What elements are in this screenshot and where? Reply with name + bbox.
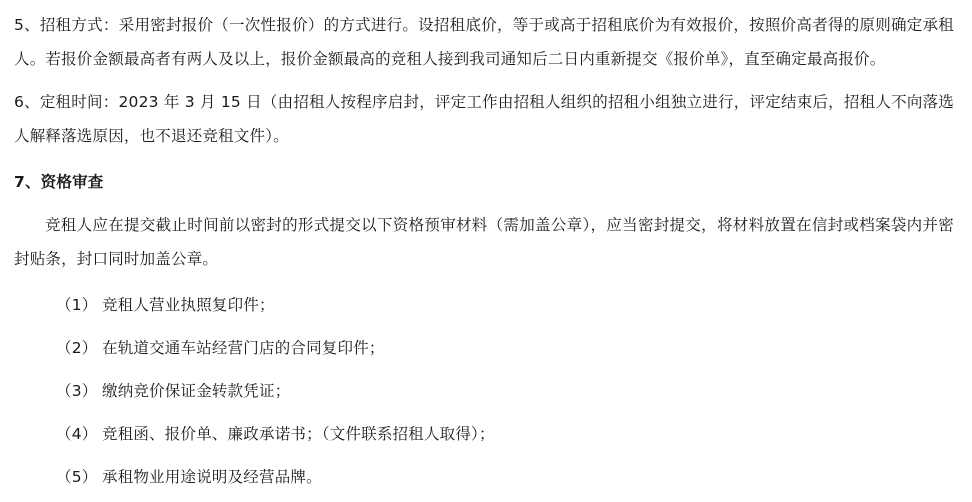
- list-item-text: 在轨道交通车站经营门店的合同复印件；: [102, 339, 385, 357]
- paragraph-spacer: [14, 276, 954, 288]
- list-item-number: （1）: [56, 296, 98, 314]
- qualification-item-2: [14, 331, 954, 365]
- qualification-item-3: [14, 374, 954, 408]
- list-item-number: （3）: [56, 382, 98, 400]
- clause-6-pricing-time: 6、定租时间：2023 年 3 月 15 日（由招租人按程序启封，评定工作由招租人组织的招租小组独立进行，评定结束后，招租人不向落选人解释落选原因，也不退还竞租文件）。: [14, 93, 954, 145]
- list-item-text: 竞租函、报价单、廉政承诺书；（文件联系招租人取得）；: [102, 425, 495, 443]
- clause-7-qualification-heading: 7、资格审查: [14, 173, 104, 191]
- list-spacer: [14, 322, 954, 331]
- qualification-item-5: [14, 460, 954, 494]
- list-item-text: 缴纳竞价保证金转款凭证；: [102, 382, 291, 400]
- list-spacer: [14, 451, 954, 460]
- list-item-number: （4）: [56, 425, 98, 443]
- paragraph-spacer: [14, 199, 954, 208]
- list-item-text: 承租物业用途说明及经营品牌。: [102, 468, 322, 486]
- qualification-item-4: [14, 417, 954, 451]
- clause-5-bidding-method: 5、招租方式：采用密封报价（一次性报价）的方式进行。设招租底价，等于或高于招租底价为有效报价，按照价高者得的原则确定承租人。若报价金额最高者有两人及以上，报价金额最高的竞租人接到我司通知后二日内重新提交《报价单》，直至确定最高报价。: [14, 16, 954, 68]
- paragraph-spacer: [14, 76, 954, 85]
- list-item-text: 竞租人营业执照复印件；: [102, 296, 275, 314]
- clause-7-qualification-body: 竞租人应在提交截止时间前以密封的形式提交以下资格预审材料（需加盖公章），应当密封提交，将材料放置在信封或档案袋内并密封贴条，封口同时加盖公章。: [14, 216, 954, 268]
- list-item-number: （5）: [56, 468, 98, 486]
- paragraph-spacer: [14, 153, 954, 165]
- qualification-item-1: [14, 288, 954, 322]
- list-item-number: （2）: [56, 339, 98, 357]
- list-spacer: [14, 365, 954, 374]
- list-spacer: [14, 408, 954, 417]
